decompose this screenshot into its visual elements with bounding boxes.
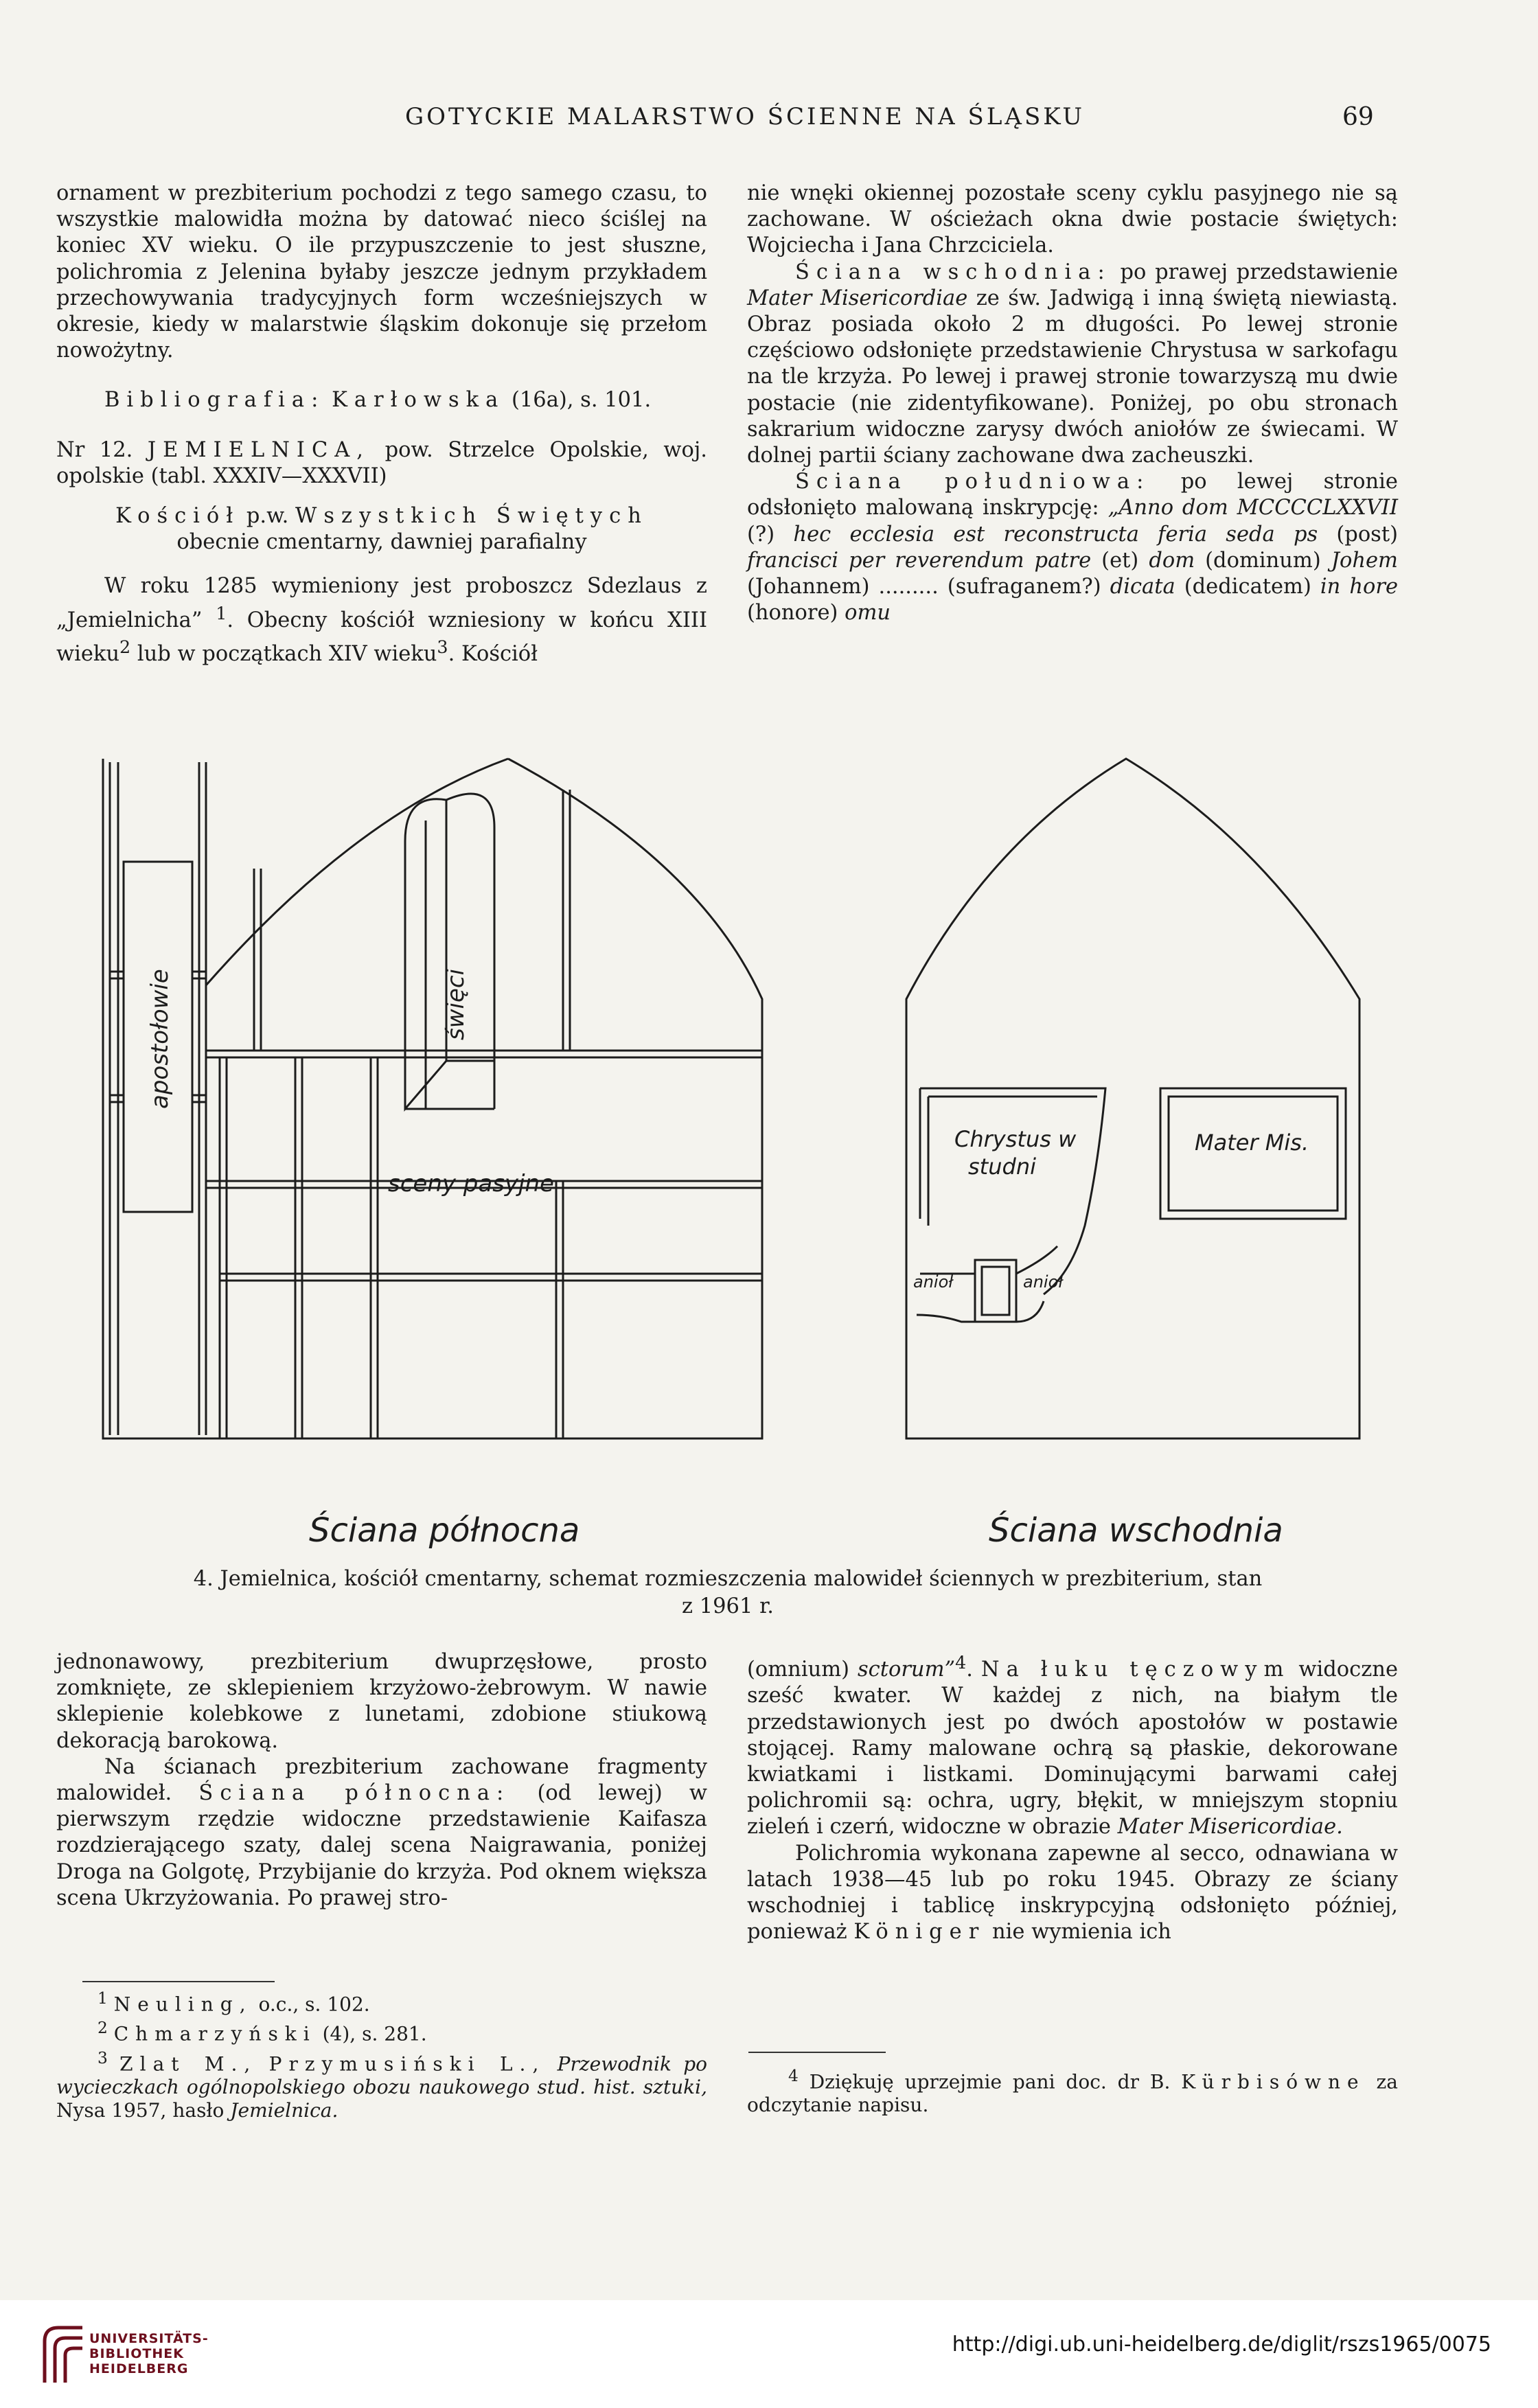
source-url-link[interactable]: http://digi.ub.uni-heidelberg.de/diglit/rszs1965/0075 — [952, 2332, 1491, 2357]
right-column-top — [747, 181, 1398, 626]
paragraph: Na ścianach prezbiterium zachowane fragmenty malowideł. Ściana północna: (od lewej) w pierwszym rzędzie widoczne przedstawienie Kaifasza rozdzierającego szaty, dalej scena Naigrawania, poniżej Droga na Golgotę, Przybijanie do krzyża. Pod oknem większa scena Ukrzyżowania. Po prawej stro- — [56, 1754, 708, 1910]
page-header — [0, 103, 1538, 144]
footnote-rule — [748, 2052, 886, 2053]
paragraph: ornament w prezbiterium pochodzi z tego samego czasu, to wszystkie malowidła można by datować nieco ściślej na koniec XV wieku. O ile przypuszczenie to jest słuszne, polichromia z Jelenina byłaby jeszcze jednym przykładem przechowywania tradycyjnych form wcześniejszych w okresie, kiedy w malarstwie śląskim dokonuje się przełom nowożytny. — [56, 181, 707, 363]
christ-panel — [920, 1088, 1105, 1294]
passion-label: sceny pasyjne — [388, 1170, 554, 1197]
paragraph: W roku 1285 wymieniony jest proboszcz Sdezlaus z „Jemielnicha” $^1$. Obecny kościół wzniesiony w końcu XIII wieku$^2$ lub w początkach XIV wieku$^3$. Kościół — [56, 574, 707, 667]
paragraph: Polichromia wykonana zapewne al secco, odnawiana w latach 1938—45 lub po roku 1945. Obrazy ze ściany wschodniej i tablicę inskrypcyjną odsłonięto później, ponieważ Königer nie wymienia ich — [747, 1841, 1398, 1945]
north-wall-arch — [206, 759, 508, 985]
christ-label-1: Chrystus w — [954, 1126, 1077, 1152]
footnotes-left — [56, 1986, 707, 2122]
angel-right-label: anioł — [1023, 1272, 1064, 1292]
footnote: $^3$ Zlat M., Przymusiński L., Przewodnik po wycieczkach ogólnopolskiego obozu naukowego stud. hist. sztuki, Nysa 1957, hasło Jemielnica. — [56, 2048, 707, 2122]
east-wall-outline — [906, 759, 1359, 1438]
right-column-bottom — [747, 1649, 1398, 1945]
caption-line: z 1961 r. — [681, 1594, 774, 1618]
church-heading: Kościół p.w. Wszystkich Świętych obecnie cmentarny, dawniej parafialny — [115, 504, 648, 555]
page-number: 69 — [1342, 103, 1374, 131]
saints-label: święci — [442, 968, 470, 1040]
footnote-rule — [82, 1981, 275, 1982]
caption-line: 4. Jemielnica, kościół cmentarny, schemat rozmieszczenia malowideł ściennych w prezbiterium, stan — [193, 1567, 1263, 1591]
wall-schema-figure — [82, 752, 1387, 1596]
bibliography: Bibliografia: Karłowska (16a), s. 101. — [104, 388, 652, 413]
apostles-label: apostołowie — [146, 969, 174, 1109]
library-logo-icon — [31, 2321, 96, 2389]
library-name: UNIVERSITÄTS- BIBLIOTHEK HEIDELBERG — [89, 2331, 209, 2376]
left-column-bottom — [56, 1649, 707, 1912]
mater-label: Mater Mis. — [1195, 1130, 1309, 1156]
east-wall-title: Ściana wschodnia — [989, 1511, 1283, 1550]
angel-left-label: anioł — [913, 1272, 954, 1292]
entry-heading: Nr 12. JEMIELNICA, pow. Strzelce Opolskie, woj. opolskie (tabl. XXXIV—XXXVII) — [56, 437, 708, 488]
footnotes-right: $^4$ Dziękuję uprzejmie pani doc. dr B. Kürbisówne za odczytanie napisu. — [747, 2066, 1398, 2117]
left-column-top — [56, 181, 707, 667]
footer-bar — [0, 2300, 1538, 2408]
north-wall-title: Ściana północna — [309, 1511, 580, 1550]
paragraph: Ściana wschodnia: po prawej przedstawienie Mater Misericordiae ze św. Jadwigą i inną świętą niewiastą. Obraz posiada około 2 m długości. Po lewej stronie częściowo odsłonięte przedstawienie Chrystusa w sarkofagu na tle krzyża. Po lewej i prawej stronie towarzyszą mu dwie postacie (nie zidentyfikowane). Poniżej, po obu stronach sakrarium widoczne zarysy dwóch aniołów ze świecami. W dolnej partii ściany zachowane dwa zacheuszki. — [747, 260, 1398, 468]
running-title: GOTYCKIE MALARSTWO ŚCIENNE NA ŚLĄSKU — [405, 103, 1086, 130]
north-wall-outline — [103, 759, 762, 1438]
wall-schema-drawing — [82, 752, 1387, 1596]
paragraph: Ściana południowa: po lewej stronie odsłonięto malowaną inskrypcję: „Anno dom MCCCCLXXVII (?) hec ecclesia est reconstructa feria seda ps (post) francisci per reverendum patre (et) dom (dominum) Johem (Johannem) ......... (sufraganem?) dicata (dedicatem) in hore (honore) omu — [747, 470, 1399, 626]
paragraph: (omnium) sctorum”$^4$. Na łuku tęczowym widoczne sześć kwater. W każdej z nich, na białym tle przedstawionych jest po dwóch apostołów w postawie stojącej. Ramy malowane ochrą są płaskie, dekorowane kwiatkami i listkami. Dominującymi barwami całej polichromii są: ochra, ugry, błękit, w mniejszym stopniu zieleń i czerń, widoczne w obrazie Mater Misericordiae. — [747, 1652, 1398, 1839]
footnote: $^2$ Chmarzyński (4), s. 281. — [97, 2018, 427, 2045]
footnote: $^1$ Neuling, o.c., s. 102. — [97, 1988, 370, 2016]
figure-caption — [69, 1566, 1387, 1620]
paragraph: jednonawowy, prezbiterium dwuprzęsłowe, prosto zomknięte, ze sklepieniem krzyżowo-żebrowym. W nawie sklepienie kolebkowe z lunetami, zdobione stiukową dekoracją barokową. — [56, 1650, 707, 1753]
window-niche — [405, 794, 494, 1109]
christ-label-2: studni — [968, 1154, 1036, 1180]
paragraph: nie wnęki okiennej pozostałe sceny cyklu pasyjnego nie są zachowane. W ościeżach okna dwie postacie świętych: Wojciecha i Jana Chrzciciela. — [747, 181, 1398, 258]
